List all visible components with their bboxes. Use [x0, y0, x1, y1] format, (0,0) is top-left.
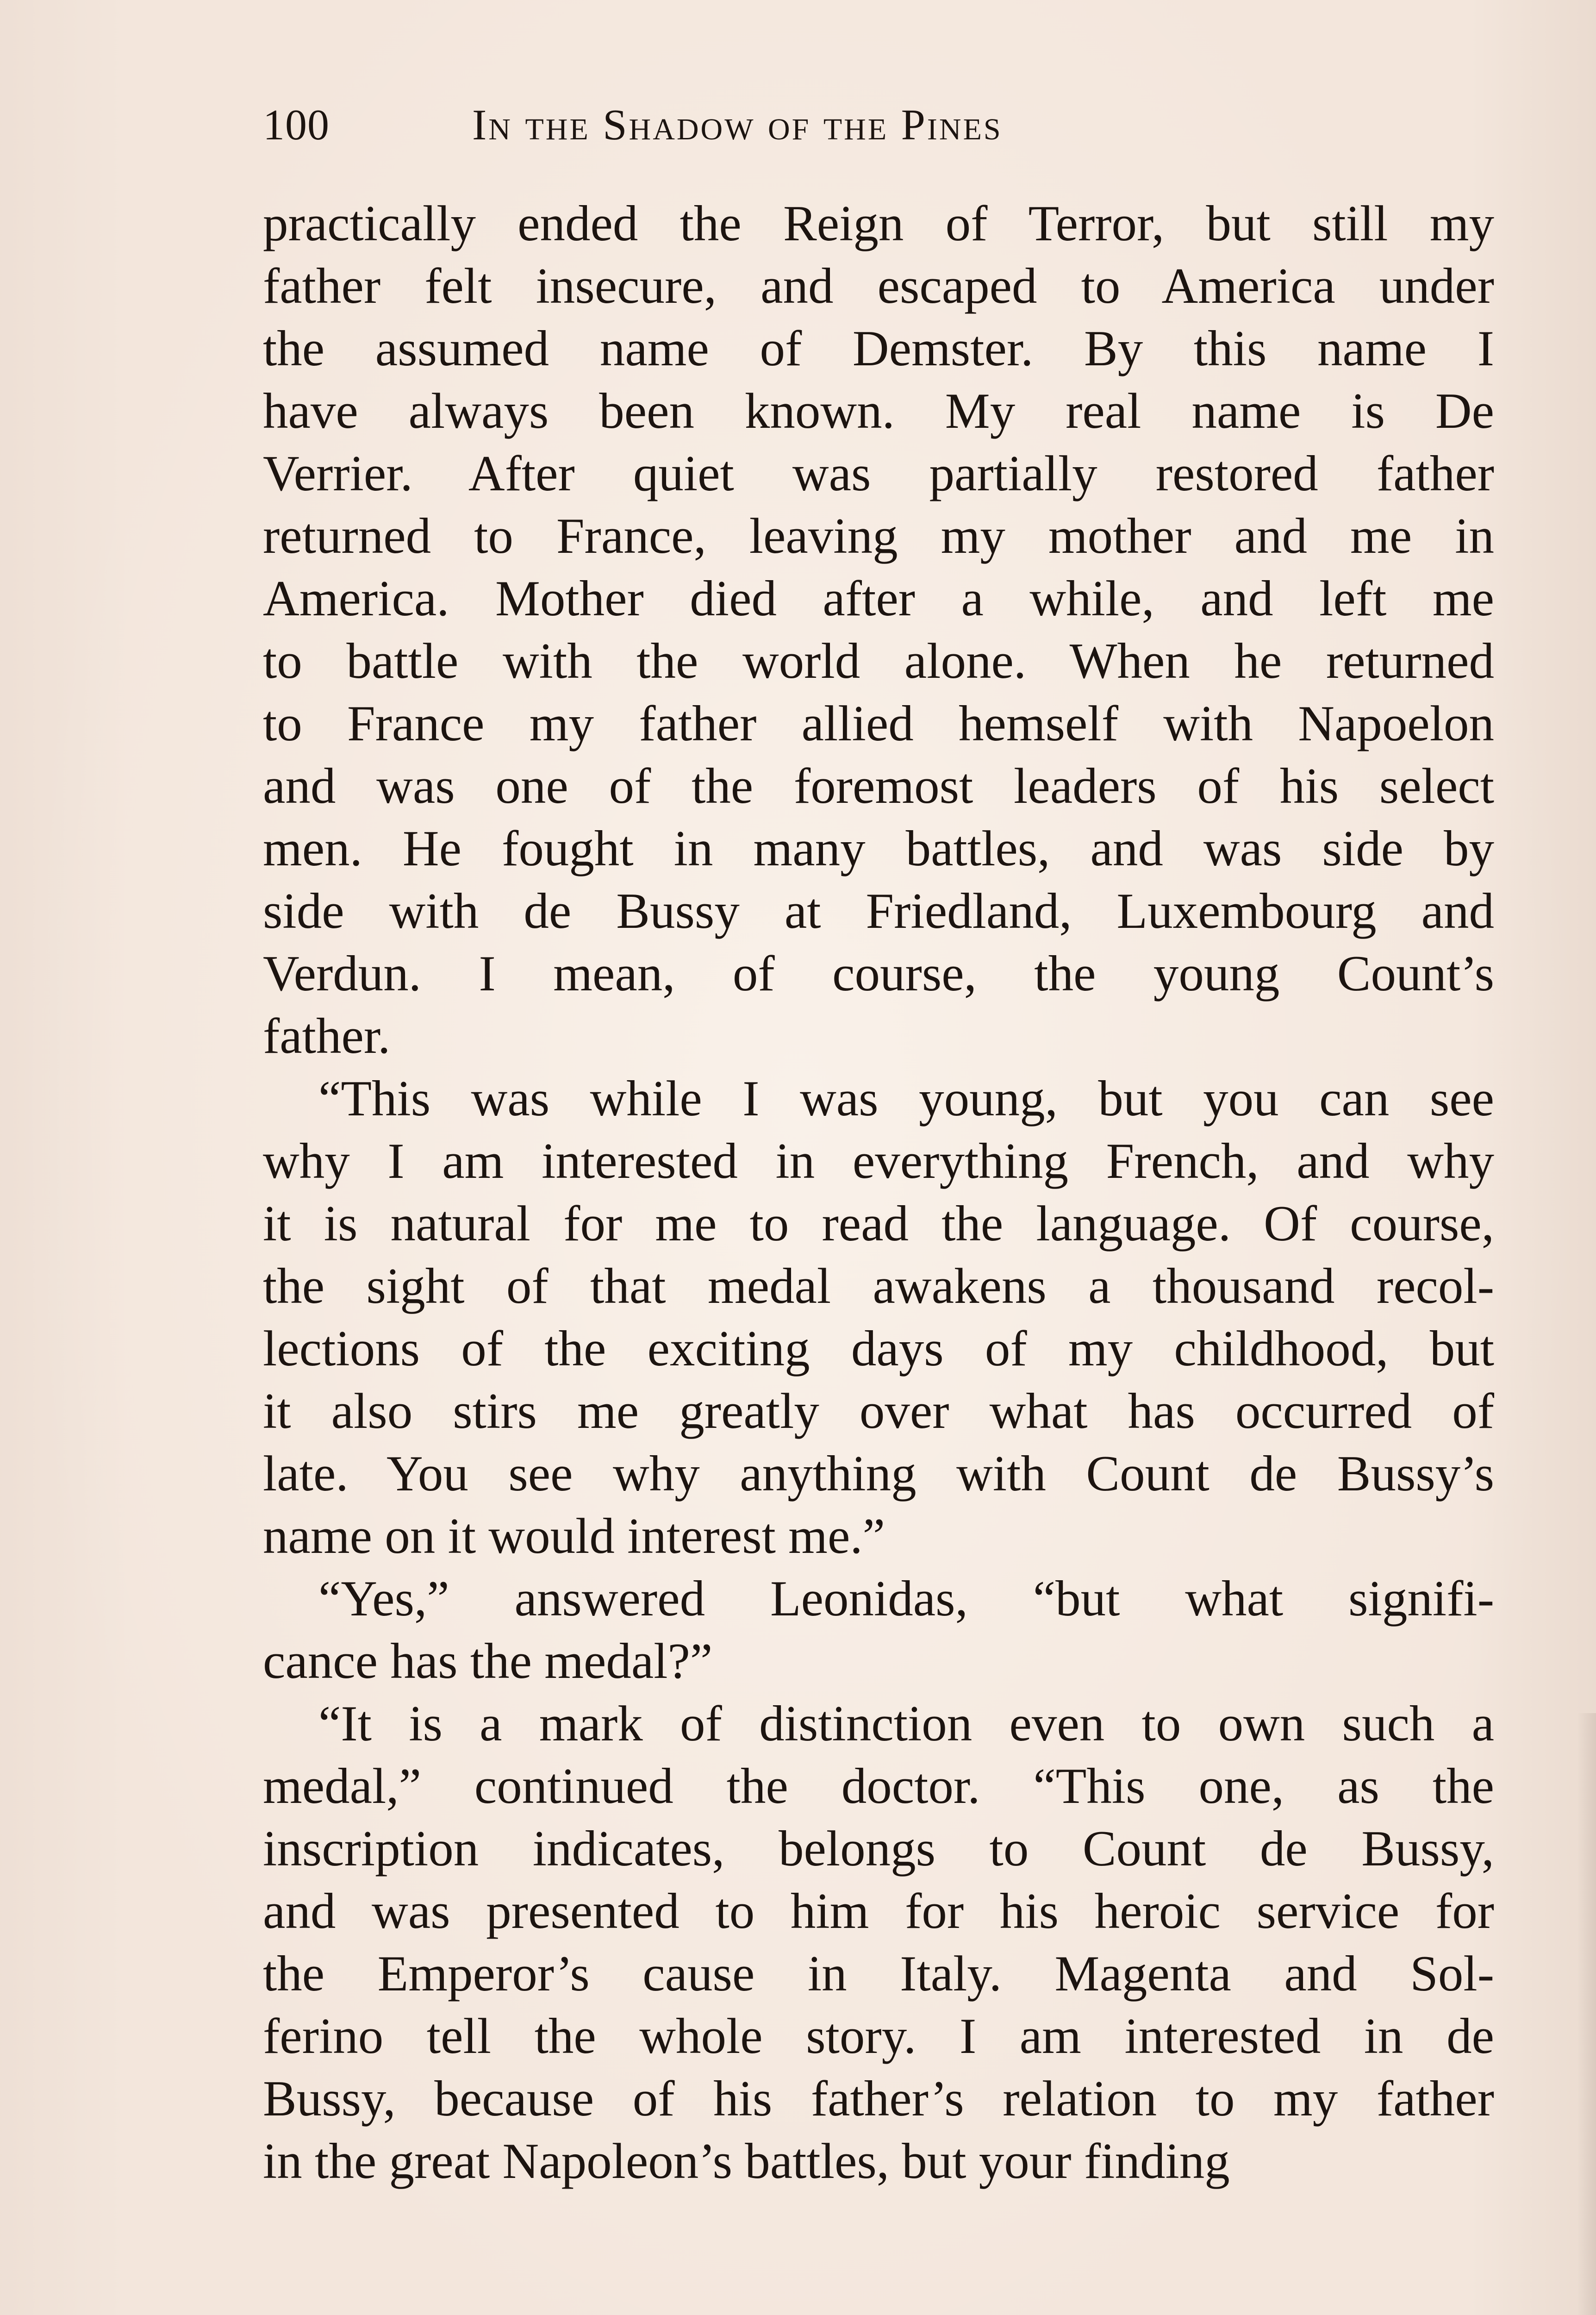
text-line: side with de Bussy at Friedland, Luxembourg and [263, 883, 1494, 939]
running-head [263, 95, 1494, 155]
paragraph [263, 1692, 1494, 2192]
text-line: cance has the medal?” [263, 1633, 713, 1689]
text-line: in the great Napoleon’s battles, but your finding [263, 2133, 1230, 2189]
paragraph [263, 1567, 1494, 1692]
text-line: “Yes,” answered Leonidas, “but what signifi- [318, 1570, 1494, 1627]
text-line: the assumed name of Demster. By this name I [263, 320, 1494, 376]
text-line: the Emperor’s cause in Italy. Magenta and Sol- [263, 1946, 1494, 2002]
text-line: Verdun. I mean, of course, the young Count’s [263, 945, 1494, 1001]
text-line: inscription indicates, belongs to Count de Bussy, [263, 1821, 1494, 1877]
text-line: the sight of that medal awakens a thousand recol- [263, 1258, 1494, 1314]
text-line: returned to France, leaving my mother and me in [263, 508, 1494, 564]
text-line: to battle with the world alone. When he returned [263, 633, 1494, 689]
text-line: practically ended the Reign of Terror, but still my [263, 195, 1494, 251]
text-line: “It is a mark of distinction even to own such a [318, 1696, 1494, 1752]
paragraph [263, 1067, 1494, 1567]
text-line: Verrier. After quiet was partially restored father [263, 445, 1494, 501]
text-line: medal,” continued the doctor. “This one, as the [263, 1758, 1494, 1814]
text-line: father. [263, 1008, 391, 1064]
text-line: America. Mother died after a while, and left me [263, 570, 1494, 626]
running-head-title: In the Shadow of the Pines [472, 101, 1003, 149]
body-text [263, 192, 1494, 2192]
text-line: it also stirs me greatly over what has occurred of [263, 1383, 1494, 1439]
text-line: name on it would interest me.” [263, 1508, 885, 1564]
text-line: it is natural for me to read the language. Of course, [263, 1195, 1494, 1251]
text-line: father felt insecure, and escaped to America under [263, 258, 1494, 314]
text-line: have always been known. My real name is De [263, 383, 1494, 439]
page-edge-shadow [1577, 1713, 1596, 2315]
text-line: to France my father allied hemself with Napoelon [263, 695, 1494, 751]
text-line: why I am interested in everything French, and why [263, 1133, 1494, 1189]
text-line: men. He fought in many battles, and was side by [263, 820, 1494, 876]
text-line: lections of the exciting days of my childhood, but [263, 1320, 1494, 1376]
text-line: “This was while I was young, but you can see [318, 1070, 1494, 1126]
text-line: and was one of the foremost leaders of his select [263, 758, 1494, 814]
text-line: Bussy, because of his father’s relation to my father [263, 2071, 1494, 2127]
text-line: ferino tell the whole story. I am interested in de [263, 2008, 1494, 2064]
paragraph [263, 192, 1494, 1067]
page-number: 100 [263, 101, 330, 149]
text-line: and was presented to him for his heroic service for [263, 1883, 1494, 1939]
text-line: late. You see why anything with Count de Bussy’s [263, 1445, 1494, 1502]
